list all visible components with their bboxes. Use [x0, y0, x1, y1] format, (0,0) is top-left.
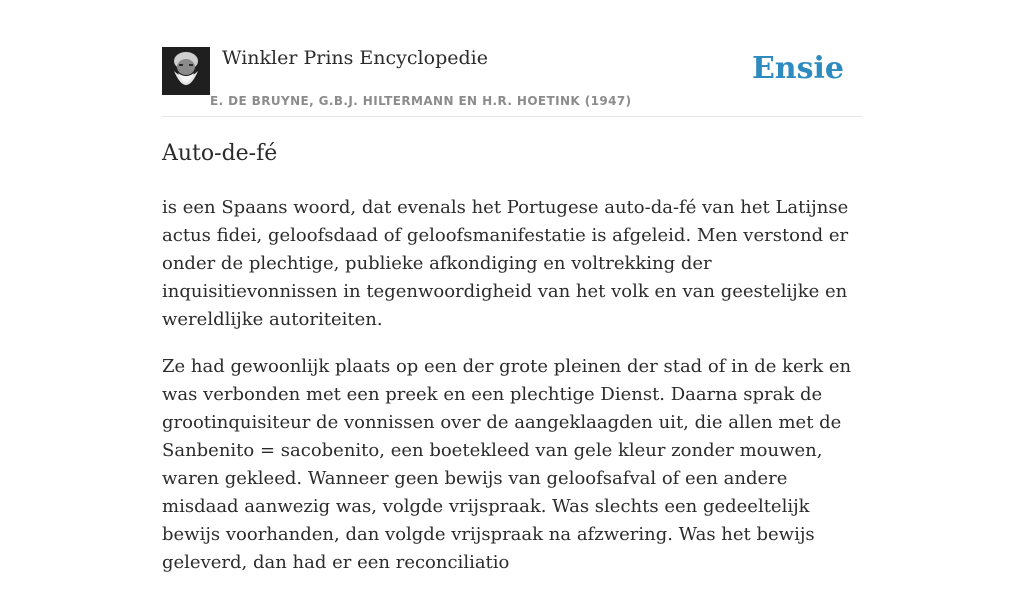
- site-title[interactable]: Winkler Prins Encyclopedie: [222, 47, 488, 69]
- article-paragraph-1: is een Spaans woord, dat evenals het Portugese auto-da-fé van het Latijnse actus fidei, geloofsdaad of geloofsmanifestatie is afgeleid. Men verstond er onder de plechtige, publieke afkondiging en voltrekking der inquisitievonnissen in tegenwoordigheid van het volk en van geestelijke en wereldlijke autoriteiten.: [162, 197, 849, 330]
- article-title: Auto-de-fé: [162, 141, 278, 166]
- site-header: [162, 44, 862, 117]
- bearded-man-portrait-icon: [162, 47, 210, 95]
- site-authors: E. DE BRUYNE, G.B.J. HILTERMANN EN H.R. HOETINK (1947): [210, 94, 632, 108]
- article: [162, 138, 862, 596]
- article-paragraph-2: Ze had gewoonlijk plaats op een der grote pleinen der stad of in de kerk en was verbonden met een preek en een plechtige Dienst. Daarna sprak de grootinquisiteur de vonnissen over de aangeklaagden uit, die allen met de Sanbenito = sacobenito, een boetekleed van gele kleur zonder mouwen, waren gekleed. Wanneer geen bewijs van geloofsafval of een andere misdaad aanwezig was, volgde vrijspraak. Was slechts een gedeeltelijk bewijs voorhanden, dan volgde vrijspraak na afzwering. Was het bewijs geleverd, dan had er een reconciliatio: [162, 356, 852, 573]
- ensie-logo-link[interactable]: Ensie: [751, 51, 844, 86]
